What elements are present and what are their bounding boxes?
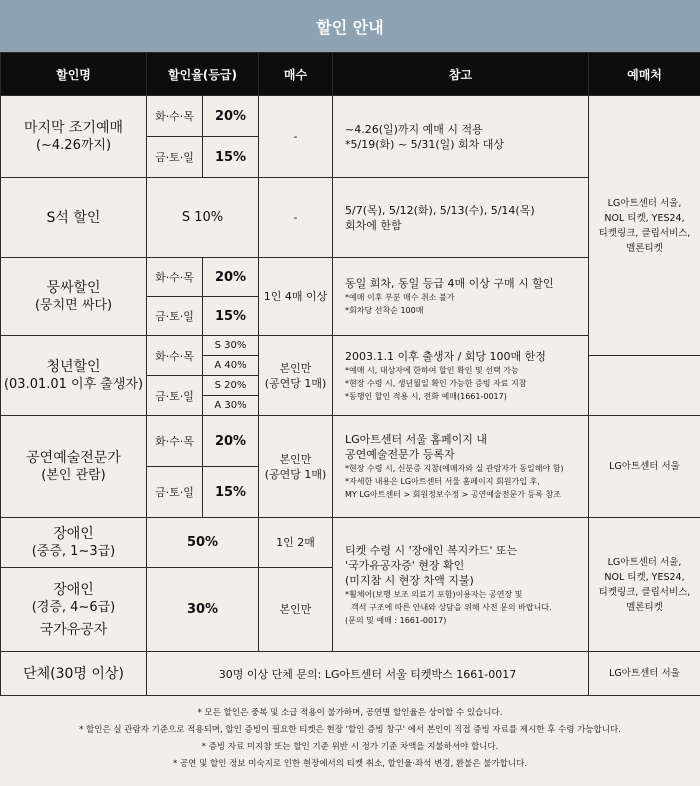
discount-rate: S 20% (203, 376, 259, 396)
ticket-count: 1인 2매 (259, 518, 333, 568)
venue-list: LG아트센터 서울 (589, 416, 700, 518)
discount-name: S석 할인 (1, 178, 147, 258)
ticket-count: 본인만 (공연당 1매) (259, 336, 333, 416)
venue-list: LG아트센터 서울 (589, 652, 700, 696)
discount-rate: S 10% (147, 178, 259, 258)
ticket-count: 1인 4매 이상 (259, 258, 333, 336)
header-discount-rate: 할인율(등급) (147, 53, 259, 96)
reference-text: 2003.1.1 이후 출생자 / 회당 100매 한정 *예매 시, 대상자에 한하여 할인 확인 및 선택 가능 *현장 수령 시, 생년월일 확인 가능한 증빙 자료 지참 *동행인 할인 적용 시, 전화 예매(1661-0017) (333, 336, 589, 416)
header-ticket-count: 매수 (259, 53, 333, 96)
discount-rate: 15% (203, 467, 259, 518)
discount-rate: A 40% (203, 356, 259, 376)
discount-rate: 20% (203, 416, 259, 467)
venue-list: LG아트센터 서울, NOL 티켓, YES24, 티켓링크, 클립서비스, 멜론티켓 (589, 96, 700, 356)
table-row (1, 652, 700, 696)
reference-text: ~4.26(일)까지 예매 시 적용 *5/19(화) ~ 5/31(일) 회차 대상 (333, 96, 589, 178)
discount-name: 뭉싸할인 (뭉치면 싸다) (1, 258, 147, 336)
discount-name: 단체(30명 이상) (1, 652, 147, 696)
discount-rate: A 30% (203, 396, 259, 416)
reference-text: LG아트센터 서울 홈페이지 내 공연예술전문가 등록자 *현장 수령 시, 신분증 지참(예매자와 실 관람자가 동일해야 함) *자세한 내용은 LG아트센터 서울 홈페이지 회원가입 후, MY LG아트센터 > 회원정보수정 > 공연예술전문가 등록 참조 (333, 416, 589, 518)
day-range: 화·수·목 (147, 416, 203, 467)
ticket-count: 본인만 (259, 568, 333, 652)
ticket-count: - (259, 178, 333, 258)
day-range: 화·수·목 (147, 258, 203, 297)
reference-text: 티켓 수령 시 '장애인 복지카드' 또는 '국가유공자증' 현장 확인 (미지참 시 현장 차액 지불) *휠체어(보행 보조 의료기 포함)이용자는 공연장 및 객석 구조에 따른 안내와 상담을 위해 사전 문의 바랍니다. (문의 및 예매 : 1661-0017) (333, 518, 589, 652)
reference-text: 5/7(목), 5/12(화), 5/13(수), 5/14(목) 회차에 한함 (333, 178, 589, 258)
table-header-row (1, 53, 700, 96)
venue-list: LG아트센터 서울, NOL 티켓, YES24, 티켓링크, 클립서비스, 멜론티켓 (589, 518, 700, 652)
discount-rate: S 30% (203, 336, 259, 356)
ticket-count: 본인만 (공연당 1매) (259, 416, 333, 518)
note-item: * 할인은 실 관람자 기준으로 적용되며, 할인 증빙이 필요한 티켓은 현장 '할인 증빙 창구' 에서 본인이 직접 증빙 자료를 제시한 후 수령 가능합니다. (79, 725, 621, 735)
table-row (1, 416, 700, 467)
header-venue: 예매처 (589, 53, 700, 96)
header-discount-name: 할인명 (1, 53, 147, 96)
notes (0, 697, 700, 786)
day-range: 금·토·일 (147, 297, 203, 336)
discount-rate: 20% (203, 258, 259, 297)
reference-text: 동일 회차, 동일 등급 4매 이상 구매 시 할인 *예매 이후 부분 매수 취소 불가 *회차당 선착순 100매 (333, 258, 589, 336)
day-range: 금·토·일 (147, 137, 203, 178)
day-range: 화·수·목 (147, 336, 203, 376)
table-row (1, 96, 700, 137)
discount-rate: 50% (147, 518, 259, 568)
day-range: 화·수·목 (147, 96, 203, 137)
day-range: 금·토·일 (147, 467, 203, 518)
table-row (1, 518, 700, 568)
note-item: * 모든 할인은 중복 및 소급 적용이 불가하며, 공연별 할인율은 상이할 수 있습니다. (197, 708, 503, 718)
note-item: * 공연 및 할인 정보 미숙지로 인한 현장에서의 티켓 취소, 할인율·좌석 변경, 환불은 불가합니다. (173, 759, 527, 769)
header-reference: 참고 (333, 53, 589, 96)
discount-rate: 15% (203, 137, 259, 178)
discount-name: 공연예술전문가 (본인 관람) (1, 416, 147, 518)
note-item: * 증빙 자료 미지참 또는 할인 기준 위반 시 정가 기준 차액을 지불하셔야 합니다. (201, 742, 499, 752)
discount-name: 장애인 (중증, 1~3급) (1, 518, 147, 568)
discount-name: 마지막 조기예매 (~4.26까지) (1, 96, 147, 178)
page-title: 할인 안내 (0, 0, 700, 52)
discount-rate: 20% (203, 96, 259, 137)
discount-rate: 15% (203, 297, 259, 336)
group-info: 30명 이상 단체 문의: LG아트센터 서울 티켓박스 1661-0017 (147, 652, 589, 696)
discount-rate: 30% (147, 568, 259, 652)
ticket-count: - (259, 96, 333, 178)
day-range: 금·토·일 (147, 376, 203, 416)
discount-name: 청년할인 (03.01.01 이후 출생자) (1, 336, 147, 416)
discount-table (0, 52, 700, 696)
discount-name: 장애인 (경증, 4~6급) 국가유공자 (1, 568, 147, 652)
